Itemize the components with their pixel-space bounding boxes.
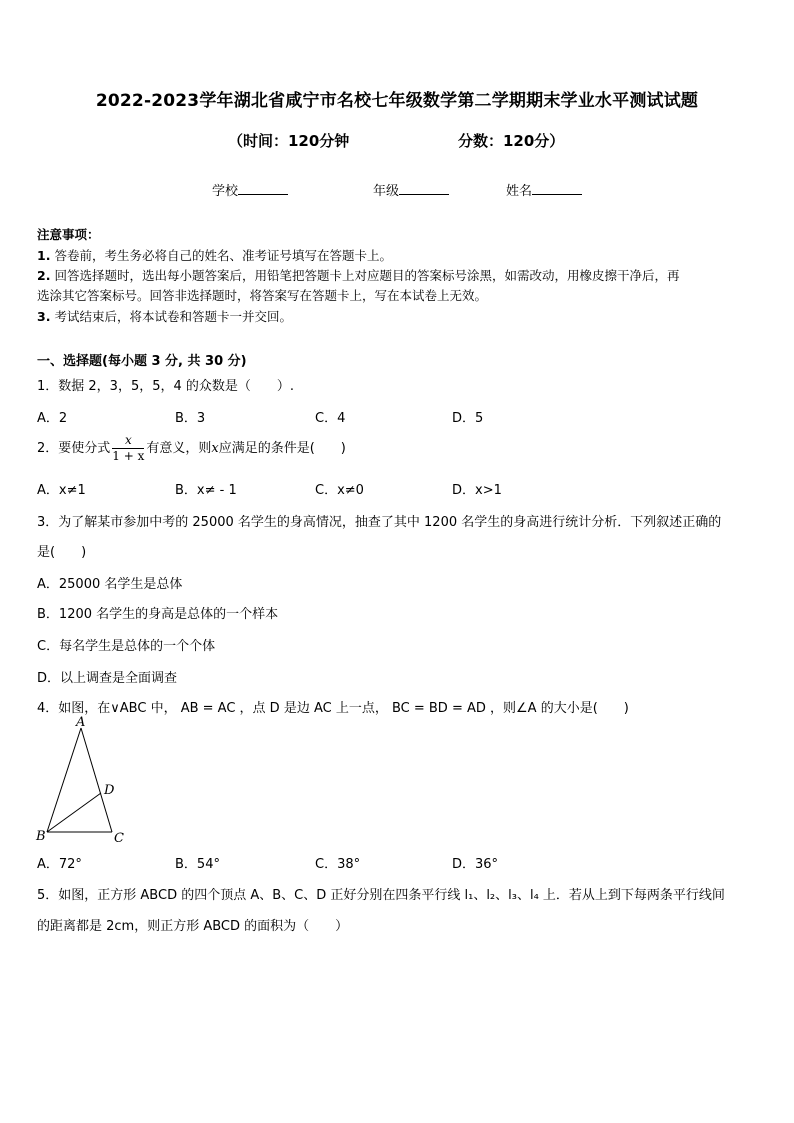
label-c: C <box>114 831 124 846</box>
grade-blank <box>399 182 449 195</box>
school-field <box>212 180 288 199</box>
page-title: 2022-2023学年湖北省咸宁市名校七年级数学第二学期期末学业水平测试试题 <box>95 91 699 111</box>
question-2-stem: 2．要使分式 $\frac{x}{1 + x}$ 有意义，则x应满足的条件是( ) <box>37 433 346 463</box>
label-b: B <box>36 829 46 844</box>
q3-option-c: C．每名学生是总体的一个个体 <box>37 639 216 654</box>
q2-fraction: $\frac{x}{1 + x}$ <box>112 433 145 463</box>
question-3-stem-line1: 3．为了解某市参加中考的 25000 名学生的身高情况，抽查了其中 1200 名学生的身高进行统计分析．下列叙述正确的 <box>37 515 722 530</box>
q2-option-a: A．x≠1 <box>37 483 86 498</box>
q1-option-b: B．3 <box>175 411 206 426</box>
name-label: 姓名 <box>506 184 533 199</box>
q2-option-c: C．x≠0 <box>315 483 364 498</box>
label-a: A <box>76 716 86 730</box>
question-5-stem-line1: 5．如图，正方形 ABCD 的四个顶点 A、B、C、D 正好分别在四条平行线 l₁、l₂、l₃、l₄ 上．若从上到下每两条平行线间 <box>37 888 725 903</box>
q4-option-d: D．36° <box>452 857 499 872</box>
name-field <box>506 180 582 199</box>
section-title: 一、选择题(每小题 3 分, 共 30 分) <box>37 354 247 369</box>
label-d: D <box>104 783 115 798</box>
q1-option-c: C．4 <box>315 411 346 426</box>
triangle-figure <box>30 716 140 848</box>
exam-score: 分数：120分） <box>458 132 565 150</box>
grade-label: 年级 <box>373 184 400 199</box>
segment-bd <box>47 793 101 832</box>
segment-ab <box>47 728 81 832</box>
q1-option-d: D．5 <box>452 411 484 426</box>
q1-option-a: A．2 <box>37 411 68 426</box>
question-3-stem-line2: 是( ) <box>37 545 87 560</box>
question-1-stem: 1．数据 2，3，5，5，4 的众数是（ ）. <box>37 379 295 394</box>
q4-option-a: A．72° <box>37 857 82 872</box>
q3-option-a: A．25000 名学生是总体 <box>37 577 183 592</box>
note-item-1: 1. 答卷前，考生务必将自己的姓名、准考证号填写在答题卡上。 <box>37 248 392 263</box>
segment-ac <box>81 728 112 832</box>
notes-heading: 注意事项： <box>37 227 100 242</box>
note-item-3: 3. 考试结束后，将本试卷和答题卡一并交回。 <box>37 309 292 324</box>
exam-time: （时间：120分钟 <box>228 132 350 150</box>
q2-option-b: B．x≠ - 1 <box>175 483 237 498</box>
note-item-2-cont: 选涂其它答案标号。回答非选择题时，将答案写在答题卡上，写在本试卷上无效。 <box>37 288 488 303</box>
q4-option-c: C．38° <box>315 857 361 872</box>
q2-option-d: D．x>1 <box>452 483 502 498</box>
question-5-stem-line2: 的距离都是 2cm，则正方形 ABCD 的面积为（ ） <box>37 919 349 934</box>
note-item-2: 2. 回答选择题时，选出每小题答案后，用铅笔把答题卡上对应题目的答案标号涂黑，如需改动，用橡皮擦干净后，再 <box>37 268 680 283</box>
name-blank <box>532 182 582 195</box>
school-blank <box>238 182 288 195</box>
question-4-stem: 4．如图，在∨ABC 中， AB = AC ，点 D 是边 AC 上一点， BC = BD = AD ，则∠A 的大小是( ) <box>37 701 629 716</box>
grade-field <box>373 180 449 199</box>
q3-option-d: D．以上调查是全面调查 <box>37 671 178 686</box>
q3-option-b: B．1200 名学生的身高是总体的一个样本 <box>37 607 279 622</box>
school-label: 学校 <box>212 184 239 199</box>
q4-option-b: B．54° <box>175 857 220 872</box>
